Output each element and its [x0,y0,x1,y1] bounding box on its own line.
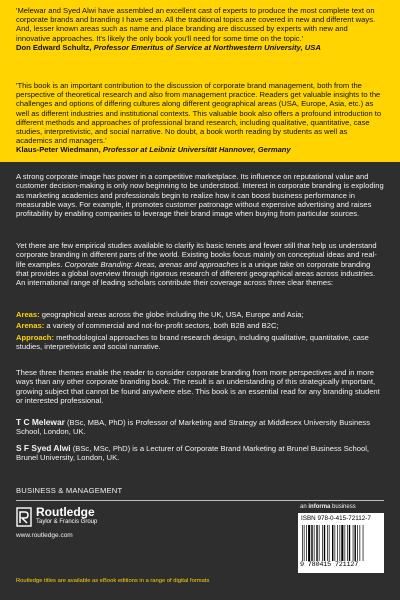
isbn-label: ISBN 978-0-415-72112-7 [301,515,371,522]
author-bio-2 [16,444,384,463]
endorsement-panel [0,0,400,162]
quote-text: 'This book is an important contribution to the discussion of corporate brand management, both from the perspective of theoretical research and also from management practice. Readers get valuable insights to the challenges and options of differing cultures along different geographical areas (USA, Europe, Asia, etc.) as well as different industries and institutional contexts. This valuable book also offers a profound introduction to different methods and approaches of professional brand research, including qualitative, quantitative, case studies, interpretivistic, and social narrative. No doubt, a book worth reading by students as well as academics and managers.' [16,81,382,146]
barcode-number: 9 780415 721127 [300,561,359,569]
blurb-paragraph-1: A strong corporate image has power in a competitive marketplace. Its influence on reputational value and customer decision-making is only now beginning to be understood. Interest in corporate branding is exploding as marketing academics and professionals begin to realize how it can boost business performance in measurable ways. For example, it promotes customer patronage without expensive advertising and raises profitability by enabling companies to leverage their brand image when buying from particular sources. [16,172,384,219]
publisher-url[interactable]: www.routledge.com [16,532,73,539]
publisher-name: Routledge [36,505,95,519]
quote-author: Don Edward Schultz, [16,42,92,52]
quote-author-role: Professor at Leibniz Universität Hannover, Germany [102,145,291,155]
ebook-note: Routledge titles are available as eBook editions in a range of digital formats [16,578,210,584]
theme-item [16,310,384,319]
blurb-text: Yet there are few empirical studies available to clarify its basic tenets and fewer still that help us understand corporate branding in different parts of the world. Existing books focus mainly on conceptual ideas and real-life examples. [16,241,377,269]
theme-item [16,333,384,352]
barcode-icon [301,525,381,561]
informa-imprint: an informa business [300,504,356,510]
theme-text: geographical areas across the globe including the UK, USA, Europe and Asia; [41,310,304,319]
quote-author-role: Professor Emeritus of Service at Northwestern University, USA [93,42,321,52]
endorsement-quote-2 [16,81,384,155]
routledge-logo-icon [16,507,32,527]
endorsement-quote-1 [16,6,384,52]
quote-attribution [16,145,384,154]
author-name: T C Melewar [16,417,65,427]
barcode-panel [298,513,384,573]
author-bio-text: (BSc, MSc, PhD) is a Lecturer of Corporate Brand Marketing at Brunel Business School, Brunel University, London, UK. [16,444,370,463]
theme-term: Areas: [16,310,40,319]
publisher-group: Taylor & Francis Group [36,519,98,525]
blurb-paragraph-4: These three themes enable the reader to consider corporate branding from more perspectives and in more ways than any other corporate branding book. The result is an understanding of this strategically important, growing subject that cannot be found anywhere else. This book is an essential read for any branding student or interested professional. [16,368,380,405]
blurb-paragraph-2 [16,241,384,287]
book-title-inline: Corporate Branding: Areas, arenas and approaches [64,259,239,269]
themes-list [16,310,384,353]
theme-term: Arenas: [16,321,45,331]
subject-category: BUSINESS & MANAGEMENT [16,486,123,495]
author-name: S F Syed Alwi [16,443,71,453]
quote-attribution [16,43,384,52]
divider [16,500,384,501]
quote-text: 'Melewar and Syed Alwi have assembled an excellent cast of experts to produce the most complete text on corporate brands and branding I have seen. All the traditional topics are covered in new and different ways. And, lesser known areas such as name and place branding are discussed by experts with new and innovative approaches. It's likely the only book you'll need for some time on the topic.' [16,6,376,43]
author-bio-text: (BSc, MBA, PhD) is Professor of Marketing and Strategy at Middlesex University Business School, London, UK. [16,418,371,437]
author-bio-1 [16,418,384,437]
theme-text: methodological approaches to brand research design, including qualitative, quantitative, case studies, interpretivistic and social narrative. [16,332,369,351]
blurb-text: is a unique take on corporate branding that provides a global overview through rigorous research of different geographical areas across industries. An international range of leading scholars contribute their coverage across three clear themes: [16,259,376,288]
theme-term: Approach: [16,332,54,342]
quote-author: Klaus-Peter Wiedmann, [16,145,101,155]
publisher-logo [16,505,136,545]
theme-text: a variety of commercial and not-for-profit sectors, both B2B and B2C; [46,321,279,331]
theme-item [16,321,384,330]
